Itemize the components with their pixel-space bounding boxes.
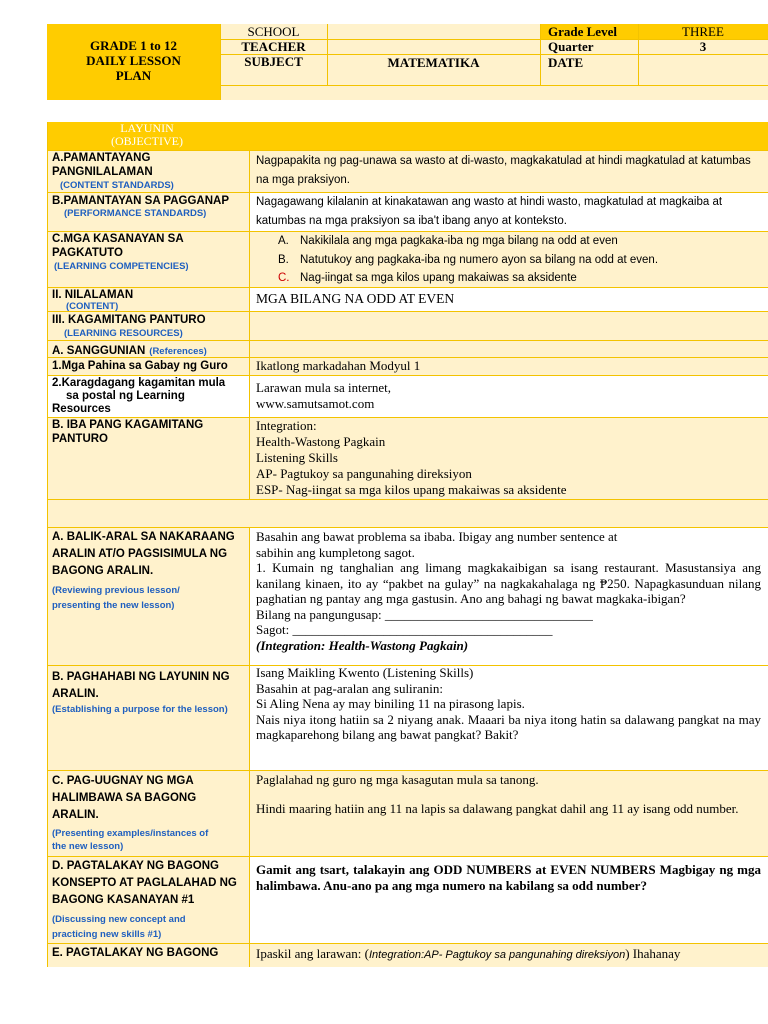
subject-label: SUBJECT bbox=[244, 54, 303, 69]
examples-sub-line-2: the new lesson) bbox=[52, 841, 124, 852]
other-materials-line: AP- Pagtukoy sa pangunahing direksiyon bbox=[256, 466, 472, 481]
discussion2-text-start: Ipaskil ang larawan: ( bbox=[256, 946, 369, 961]
review-sub bbox=[52, 583, 180, 613]
discussion1-label bbox=[52, 858, 237, 909]
content-standards-label: A.PAMANTAYANG PANGNILALAMAN bbox=[52, 152, 153, 178]
resources-label: III. KAGAMITANG PANTURO bbox=[52, 314, 206, 326]
review-intro-line-2: sabihin ang kumpletong sagot. bbox=[256, 544, 415, 560]
review-sub-line-1: (Reviewing previous lesson/ bbox=[52, 585, 180, 596]
purpose-label bbox=[52, 669, 230, 703]
additional-label bbox=[52, 377, 225, 416]
discussion1-label-line-2: KONSEPTO AT PAGLALAHAD NG bbox=[52, 877, 237, 889]
objective-heading bbox=[47, 122, 247, 148]
competency-marker: C. bbox=[278, 272, 290, 284]
references-label bbox=[52, 341, 207, 359]
discussion1-label-line-1: D. PAGTALAKAY NG BAGONG bbox=[52, 860, 219, 872]
objective-heading-line-2: (OBJECTIVE) bbox=[111, 134, 183, 148]
competencies-label bbox=[52, 232, 184, 260]
quarter-label: Quarter bbox=[548, 39, 594, 54]
resources-sub: (LEARNING RESOURCES) bbox=[64, 328, 183, 339]
lesson-plan-title bbox=[47, 38, 220, 83]
examples-line-2: Hindi maaring hatiin ang 11 na lapis sa dalawang pangkat dahil ang 11 ay isang odd number. bbox=[256, 801, 739, 816]
discussion2-integration: Integration:AP- Pagtukoy sa pangunahing direksiyon bbox=[368, 949, 626, 961]
school-label: SCHOOL bbox=[247, 24, 300, 39]
teacher-label: TEACHER bbox=[241, 39, 306, 54]
competency-item bbox=[270, 251, 760, 270]
competencies-sub: (LEARNING COMPETENCIES) bbox=[54, 261, 189, 272]
discussion2-text bbox=[256, 946, 766, 963]
competency-text: Nakikilala ang mga pagkaka-iba ng mga bilang na odd at even bbox=[300, 235, 618, 247]
review-problem: 1. Kumain ng tanghalian ang limang magkakaibigan sa isang restaurant. Masustansiya ang kanilang kinaen, ito ay “pakbet na gulay” na nagkakahalaga ng ₱250. Napagkasunduan nilang paghatian ng pantay ang mga gastusin. Ano ang bahagi ng bawat magkaka-ibigan? bbox=[256, 560, 761, 606]
value-sub-resources bbox=[249, 311, 768, 357]
competency-text: Natutukoy ang pagkaka-iba ng numero ayon sa bilang na odd at even. bbox=[300, 253, 659, 266]
examples-sub bbox=[52, 827, 208, 853]
review-integration: (Integration: Health-Wastong Pagkain) bbox=[256, 637, 469, 653]
other-materials-label-line-2: PANTURO bbox=[52, 433, 109, 445]
content-value: MGA BILANG NA ODD AT EVEN bbox=[256, 291, 455, 306]
examples-label bbox=[52, 773, 196, 824]
references-label-text: A. SANGGUNIAN bbox=[52, 345, 146, 357]
discussion1-sub-line-2: practicing new skills #1) bbox=[52, 929, 162, 940]
additional-label-line-2: sa postal ng Learning bbox=[66, 390, 185, 402]
review-label bbox=[52, 529, 235, 580]
title-line-3: PLAN bbox=[115, 68, 152, 83]
objective-heading-line-1: LAYUNIN bbox=[120, 121, 174, 135]
purpose-label-line-2: ARALIN. bbox=[52, 688, 99, 700]
review-label-line-2: ARALIN AT/O PAGSISIMULA NG bbox=[52, 548, 228, 560]
content-label: II. NILALAMAN bbox=[52, 289, 134, 301]
references-sub: (References) bbox=[149, 346, 207, 357]
other-materials-line: ESP- Nag-iingat sa mga kilos upang makaiwas sa aksidente bbox=[256, 482, 567, 497]
competencies-label-line-2: PAGKATUTO bbox=[52, 247, 123, 259]
purpose-sub: (Establishing a purpose for the lesson) bbox=[52, 704, 228, 715]
purpose-line: Basahin at pag-aralan ang suliranin: bbox=[256, 680, 443, 696]
purpose-line: Si Aling Nena ay may biniling 11 na pirasong lapis. bbox=[256, 696, 525, 711]
subject-value: MATEMATIKA bbox=[387, 55, 480, 70]
additional-label-line-3: Resources bbox=[52, 403, 111, 415]
purpose-content bbox=[256, 665, 761, 743]
examples-label-line-1: C. PAG-UUGNAY NG MGA bbox=[52, 775, 194, 787]
guide-value: Ikatlong markadahan Modyul 1 bbox=[256, 358, 421, 373]
header-footer-cell bbox=[220, 85, 768, 100]
performance-standards-label: B.PAMANTAYAN SA PAGGANAP bbox=[52, 195, 229, 207]
other-materials-value bbox=[256, 418, 567, 498]
examples-sub-line-1: (Presenting examples/instances of bbox=[52, 828, 209, 839]
discussion1-text: Gamit ang tsart, talakayin ang ODD NUMBERS at EVEN NUMBERS Magbigay ng mga halimbawa. Anu-ano pa ang mga numero na kabilang sa odd number? bbox=[256, 862, 761, 893]
teacher-value-cell bbox=[327, 39, 540, 54]
competency-text: Nag-iingat sa mga kilos upang makaiwas sa aksidente bbox=[300, 272, 577, 284]
examples-label-line-3: ARALIN. bbox=[52, 809, 99, 821]
guide-label: 1.Mga Pahina sa Gabay ng Guro bbox=[52, 360, 228, 372]
title-line-1: GRADE 1 to 12 bbox=[89, 38, 178, 53]
additional-value bbox=[256, 380, 391, 412]
review-label-line-1: A. BALIK-ARAL SA NAKARAANG bbox=[52, 531, 235, 543]
other-materials-line: Listening Skills bbox=[256, 450, 338, 465]
discussion1-sub-line-1: (Discussing new concept and bbox=[52, 914, 186, 925]
other-materials-label bbox=[52, 418, 203, 446]
examples-label-line-2: HALIMBAWA SA BAGONG bbox=[52, 792, 197, 804]
school-value-cell bbox=[327, 24, 540, 39]
examples-line-1: Paglalahad ng guro ng mga kasagutan mula sa tanong. bbox=[256, 772, 539, 787]
value-spacer bbox=[47, 499, 768, 527]
performance-standards-sub: (PERFORMANCE STANDARDS) bbox=[64, 208, 207, 219]
review-intro-line-1: Basahin ang bawat problema sa ibaba. Ibigay ang number sentence at bbox=[256, 529, 618, 544]
grade-value: THREE bbox=[682, 24, 724, 39]
additional-label-line-1: 2.Karagdagang kagamitan mula bbox=[52, 377, 226, 389]
purpose-line: Isang Maikling Kwento (Listening Skills) bbox=[256, 665, 474, 680]
discussion2-label: E. PAGTALAKAY NG BAGONG bbox=[52, 947, 219, 959]
title-line-2: DAILY LESSON bbox=[86, 53, 181, 68]
content-standards-sub: (CONTENT STANDARDS) bbox=[60, 180, 174, 191]
date-value-cell bbox=[638, 54, 768, 85]
other-materials-line: Health-Wastong Pagkain bbox=[256, 434, 386, 449]
discussion2-text-end: ) Ihahanay bbox=[625, 946, 681, 961]
discussion1-sub bbox=[52, 912, 186, 942]
competency-item bbox=[270, 232, 760, 251]
purpose-question: Nais niya itong hatiin sa 2 niyang anak. Maaari ba niya itong hatin sa dalawang pangkat na may magkaparehong bilang ang bawat pangkat? Bakit? bbox=[256, 711, 761, 742]
other-materials-label-line-1: B. IBA PANG KAGAMITANG bbox=[52, 419, 204, 431]
competency-marker: B. bbox=[278, 253, 289, 266]
review-sentence-line: Bilang na pangungusap: ________________________________ bbox=[256, 606, 593, 622]
additional-value-line-1: Larawan mula sa internet, bbox=[256, 380, 391, 395]
review-answer-line: Sagot: ________________________________________ bbox=[256, 622, 553, 637]
discussion1-label-line-3: BAGONG KASANAYAN #1 bbox=[52, 894, 195, 906]
competencies-list bbox=[270, 232, 760, 288]
content-standards-value: Nagpapakita ng pag-unawa sa wasto at di-wasto, magkakatulad at hindi magkatulad at katumbas na mga praksiyon. bbox=[256, 155, 751, 186]
purpose-label-line-1: B. PAGHAHABI NG LAYUNIN NG bbox=[52, 671, 230, 683]
date-label: DATE bbox=[548, 55, 584, 70]
review-label-line-3: BAGONG ARALIN. bbox=[52, 565, 154, 577]
competencies-label-line-1: C.MGA KASANAYAN SA bbox=[52, 233, 184, 245]
other-materials-line: Integration: bbox=[256, 418, 317, 433]
additional-value-line-2: www.samutsamot.com bbox=[256, 396, 375, 411]
competency-marker: A. bbox=[278, 235, 289, 247]
content-sub: (CONTENT) bbox=[66, 301, 119, 312]
review-sub-line-2: presenting the new lesson) bbox=[52, 600, 175, 611]
grade-label: Grade Level bbox=[548, 24, 617, 39]
review-content bbox=[256, 529, 761, 653]
quarter-value: 3 bbox=[699, 39, 707, 54]
competency-item bbox=[270, 269, 760, 288]
performance-standards-value: Nagagawang kilalanin at kinakatawan ang wasto at hindi wasto, magkatulad at magkaiba at katumbas na mga praksiyon sa iba't ibang anyo at konteksto. bbox=[256, 196, 723, 227]
